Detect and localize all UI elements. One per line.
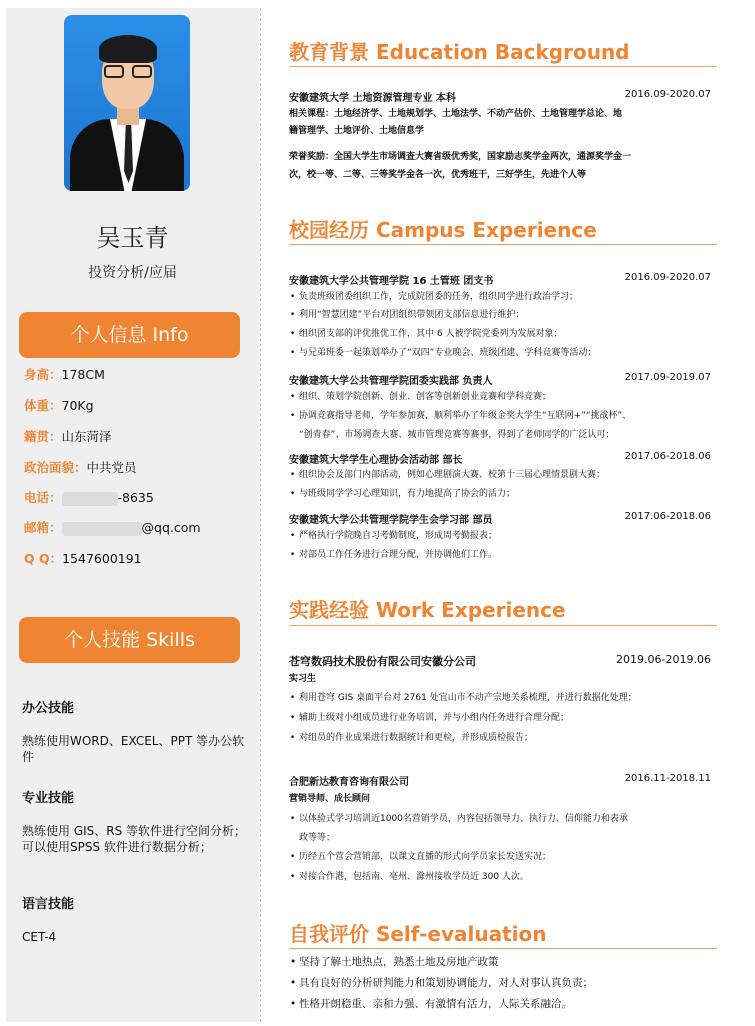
self-eval-bullet: • 具有良好的分析研判能力和策划协调能力，对人对事认真负责； xyxy=(289,976,721,991)
info-qq: Q Q：1547600191 xyxy=(24,551,142,566)
campus-section-title: 校园经历 Campus Experience xyxy=(289,218,597,242)
skill-text-office: 熟练使用WORD、EXCEL、PPT 等办公软件 xyxy=(22,734,245,764)
education-line: 相关课程：土地经济学、土地规划学、土地法学、不动产估价、土地管理学总论、地 xyxy=(289,109,623,119)
info-hometown: 籍贯：山东菏泽 xyxy=(24,429,112,444)
info-email: 邮箱： @qq.com xyxy=(24,520,201,535)
campus-bullet: • 利用“智慧团建”平台对团组织带领团支部信息进行维护； xyxy=(289,309,721,322)
info-phone: 电话： -8635 xyxy=(24,490,154,505)
work-bullet: • 历经五个营会营销部，以课文直播的形式向学员家长发送实况； xyxy=(289,851,721,864)
work-bullet: • 辅助上级对小组成员进行业务培训，并与小组内任务进行合理分配； xyxy=(289,712,721,725)
work-bullet: • 以体验式学习培训近1000名营销学员，内容包括领导力、执行力、信仰能力和表承 xyxy=(289,813,721,826)
work-role: 实习生 xyxy=(289,674,317,684)
self-eval-bullet: • 性格开朗稳重、亲和力强、有激情有活力，人际关系融洽。 xyxy=(289,997,721,1012)
campus-bullet: • 组织协会及部门内部活动，例如心理剧演大赛、校第十三届心理情景剧大赛； xyxy=(289,469,721,482)
skill-heading-language: 语言技能 xyxy=(22,897,75,912)
work-section-title: 实践经验 Work Experience xyxy=(289,598,566,622)
work-entry-header: 苍穹数码技术股份有限公司安徽分公司 2019.06-2019.06 xyxy=(289,653,711,668)
skill-text-professional: 熟练使用 GIS、RS 等软件进行空间分析； 可以使用SPSS 软件进行数据分析； xyxy=(22,824,247,854)
education-line: 荣誉奖励：全国大学生市场调查大赛省级优秀奖，国家励志奖学金两次，通源奖学金一 xyxy=(289,152,632,162)
work-role: 营销导师、成长顾问 xyxy=(289,794,371,804)
campus-entry-header: 安徽建筑大学公共管理学院学生会学习部 部员 2017.06-2018.06 xyxy=(289,511,711,526)
info-weight: 体重：70Kg xyxy=(24,398,94,413)
column-divider xyxy=(260,8,261,1022)
work-bullet: • 利用苍穹 GIS 桌面平台对 2761 处宜山市不动产宗地关系梳理，并进行数据化处理； xyxy=(289,692,721,705)
profile-photo xyxy=(64,15,190,191)
work-underline xyxy=(289,625,717,626)
self-eval-bullet: • 坚持了解土地热点，熟悉土地及房地产政策 xyxy=(289,955,721,970)
campus-entry-header: 安徽建筑大学公共管理学院团委实践部 负责人 2017.09-2019.07 xyxy=(289,372,711,387)
self-eval-underline xyxy=(289,948,717,949)
skills-section-title: 个人技能 Skills xyxy=(19,617,240,663)
job-intention: 投资分析/应届 xyxy=(88,265,177,281)
self-eval-section-title: 自我评价 Self-evaluation xyxy=(289,922,547,946)
campus-bullet: • 与班级同学学习心理知识，有力地提高了协会的活力； xyxy=(289,488,721,501)
work-bullet: • 对接合作港，包括南、亳州、滁州接收学员近 300 人次。 xyxy=(289,871,721,884)
education-section-title: 教育背景 Education Background xyxy=(289,40,630,64)
education-header: 安徽建筑大学 土地资源管理专业 本科 2016.09-2020.07 xyxy=(289,89,711,104)
campus-bullet: • 负责班级团委组织工作，完成院团委的任务，组织同学进行政治学习； xyxy=(289,291,721,304)
campus-entry-header: 安徽建筑大学学生心理协会活动部 部长 2017.06-2018.06 xyxy=(289,451,711,466)
campus-bullet: • 对部员工作任务进行合理分配，并协调他们工作。 xyxy=(289,549,721,562)
campus-bullet: • 严格执行学院晚自习考勤制度，形成周考勤报表； xyxy=(289,530,721,543)
work-bullet-continued: 政等等； xyxy=(299,833,336,843)
skill-text-language: CET-4 xyxy=(22,930,57,944)
work-bullet: • 对组员的作业成果进行数据统计和更检，并形成质检报告； xyxy=(289,732,721,745)
education-underline xyxy=(289,66,717,67)
education-line: 次，校一等、二等、三等奖学金各一次，优秀班干，三好学生，先进个人等 xyxy=(289,170,587,180)
campus-underline xyxy=(289,244,717,245)
info-section-title: 个人信息 Info xyxy=(19,312,240,358)
campus-bullet: • 协调竞赛指导老师，学年参加赛，顺利举办了年级金奖大学生“互联网+”“挑战杯”、 xyxy=(289,410,721,423)
campus-bullet: • 组织团支部的评优推优工作，其中 6 人被学院党委列为发展对象； xyxy=(289,328,721,341)
info-height: 身高：178CM xyxy=(24,367,105,382)
campus-bullet: • 组织、策划学院创新、创业、创客等创新创业竞赛和学科竞赛； xyxy=(289,391,721,404)
candidate-name: 吴玉青 xyxy=(96,224,169,252)
campus-entry-header: 安徽建筑大学公共管理学院 16 土管班 团支书 2016.09-2020.07 xyxy=(289,272,711,287)
campus-bullet-continued: “创青春”、市场调查大赛、城市管理竞赛等赛事，得到了老师同学的广泛认可； xyxy=(299,430,615,440)
education-line: 籍管理学、土地评价、土地信息学 xyxy=(289,126,425,136)
campus-bullet: • 与兄弟班委一起策划举办了“双四”专业晚会、班级团建、学科竞赛等活动； xyxy=(289,347,721,360)
info-political-status: 政治面貌：中共党员 xyxy=(24,460,137,475)
skill-heading-professional: 专业技能 xyxy=(22,791,75,806)
skill-heading-office: 办公技能 xyxy=(22,701,75,716)
work-entry-header: 合肥新达教育咨询有限公司 2016.11-2018.11 xyxy=(289,773,711,788)
